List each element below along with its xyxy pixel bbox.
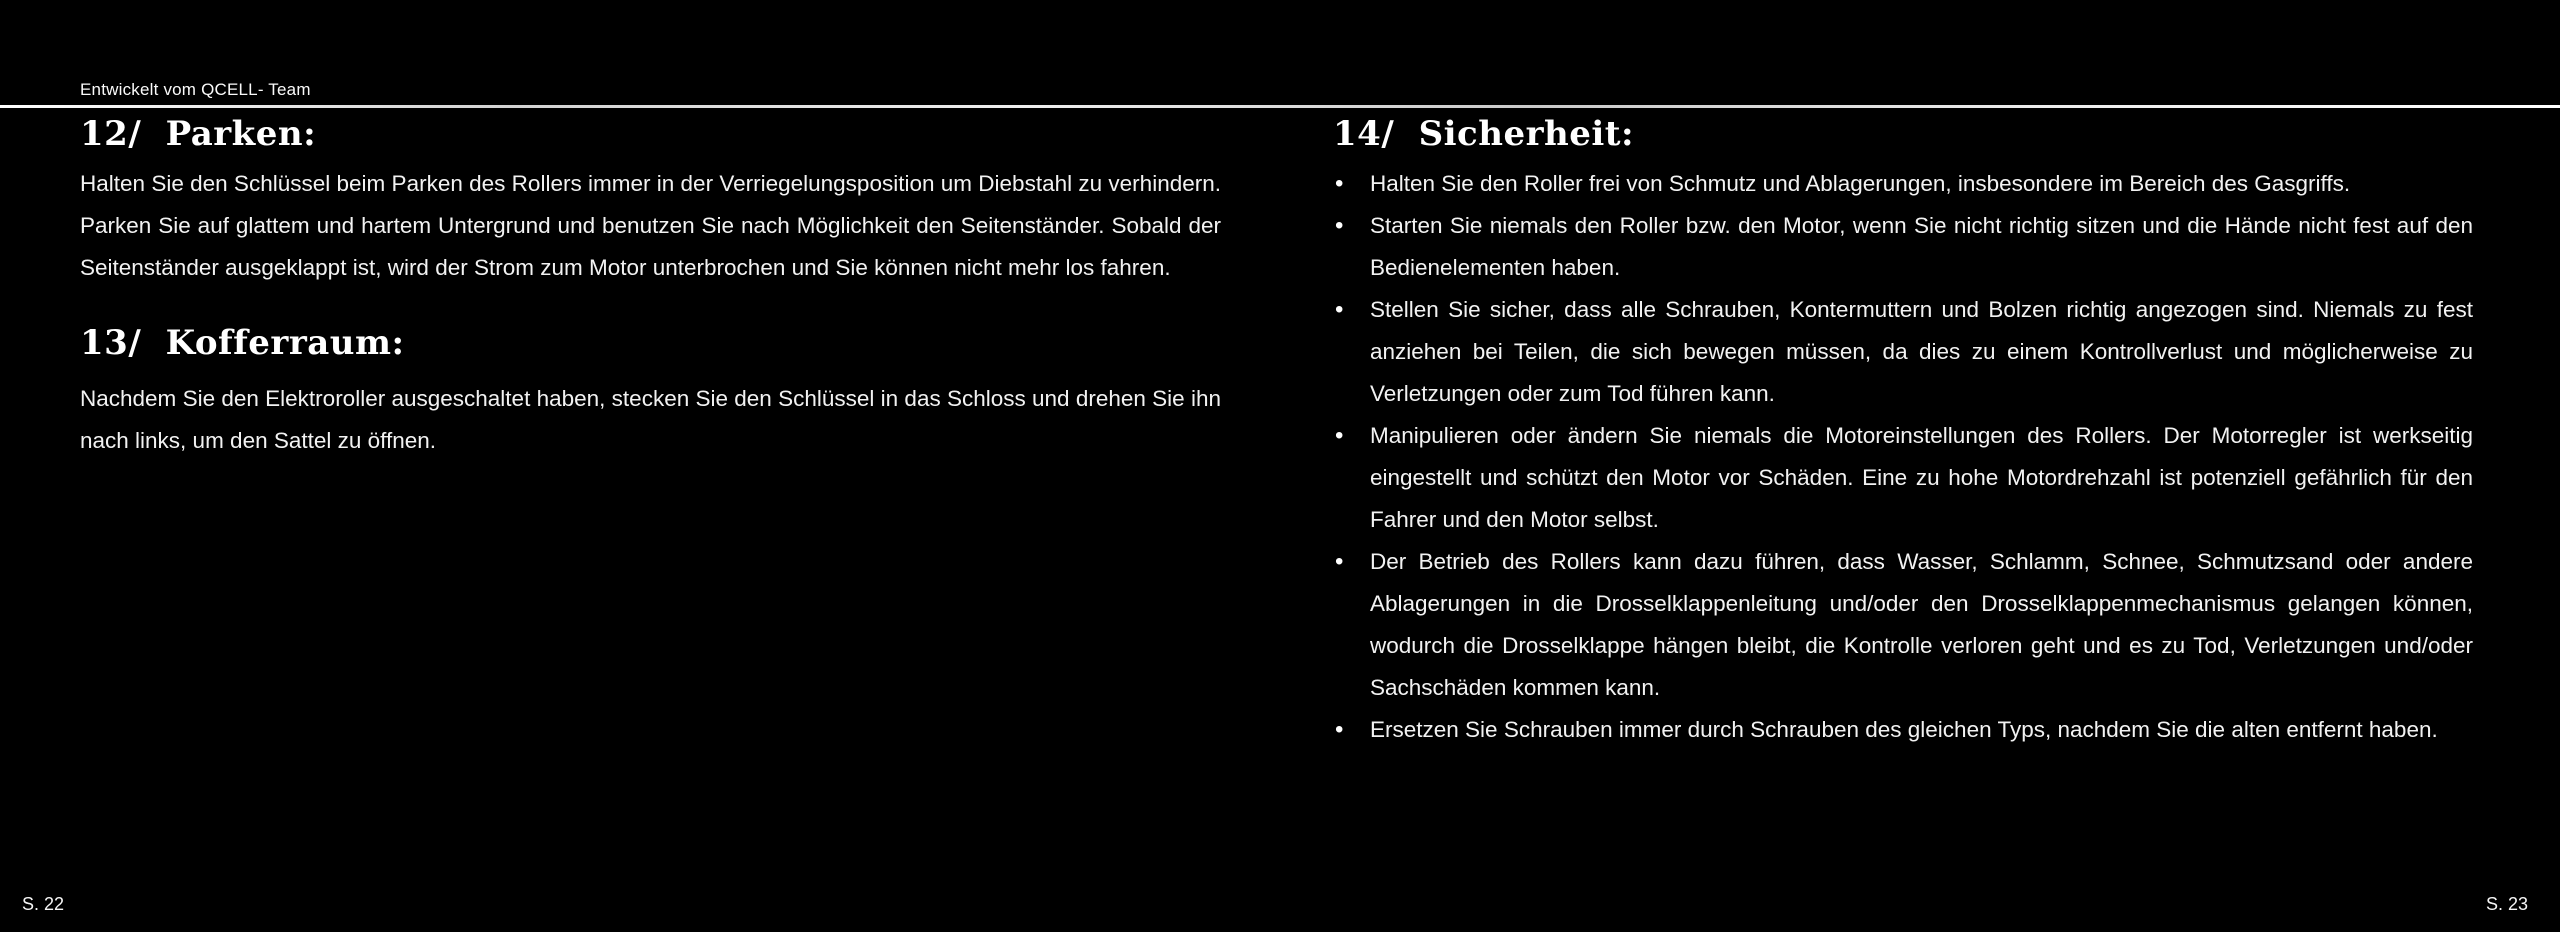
page-number-left: S. 22 xyxy=(22,894,65,914)
safety-bullet-list xyxy=(1333,163,2473,751)
developer-credit: Entwickelt vom QCELL- Team xyxy=(80,80,311,99)
section-parken-body: Halten Sie den Schlüssel beim Parken des Rollers immer in der Verriegelungsposition um Diebstahl zu verhindern. Parken Sie auf glattem und hartem Untergrund und benutzen Sie nach Möglichkeit den Seitenständer. Sobald der Seitenständer ausgeklappt ist, wird der Strom zum Motor unterbrochen und Sie können nicht mehr los fahren. xyxy=(80,171,1221,280)
header-divider-line xyxy=(0,105,2560,108)
section-kofferraum-heading: 13/ Kofferraum: xyxy=(80,323,405,363)
safety-bullet-item: • Starten Sie niemals den Roller bzw. den Motor, wenn Sie nicht richtig sitzen und die Hände nicht fest auf den Bedienelementen haben. xyxy=(1333,205,2473,289)
safety-bullet-item: • Der Betrieb des Rollers kann dazu führen, dass Wasser, Schlamm, Schnee, Schmutzsand oder andere Ablagerungen in die Drosselklappenleitung und/oder den Drosselklappenmechanismus gelangen können, wodurch die Drosselklappe hängen bleibt, die Kontrolle verloren geht und es zu Tod, Verletzungen und/oder Sachschäden kommen kann. xyxy=(1333,541,2473,709)
safety-bullet-item: • Halten Sie den Roller frei von Schmutz und Ablagerungen, insbesondere im Bereich des Gasgriffs. xyxy=(1333,163,2473,205)
right-page-column xyxy=(1333,112,2473,751)
safety-bullet-item: • Stellen Sie sicher, dass alle Schrauben, Kontermuttern und Bolzen richtig angezogen sind. Niemals zu fest anziehen bei Teilen, die sich bewegen müssen, da dies zu einem Kontrollverlust und möglicherweise zu Verletzungen oder zum Tod führen kann. xyxy=(1333,289,2473,415)
section-parken-heading: 12/ Parken: xyxy=(80,114,317,154)
safety-bullet-item: • Manipulieren oder ändern Sie niemals die Motoreinstellungen des Rollers. Der Motorregler ist werkseitig eingestellt und schützt den Motor vor Schäden. Eine zu hohe Motordrehzahl ist potenziell gefährlich für den Fahrer und den Motor selbst. xyxy=(1333,415,2473,541)
safety-bullet-item: • Ersetzen Sie Schrauben immer durch Schrauben des gleichen Typs, nachdem Sie die alten entfernt haben. xyxy=(1333,709,2473,751)
section-kofferraum-body: Nachdem Sie den Elektroroller ausgeschaltet haben, stecken Sie den Schlüssel in das Schloss und drehen Sie ihn nach links, um den Sattel zu öffnen. xyxy=(80,386,1221,453)
section-sicherheit-heading: 14/ Sicherheit: xyxy=(1333,114,1635,154)
left-page-column xyxy=(80,112,1221,462)
page-number-right: S. 23 xyxy=(2485,894,2528,914)
